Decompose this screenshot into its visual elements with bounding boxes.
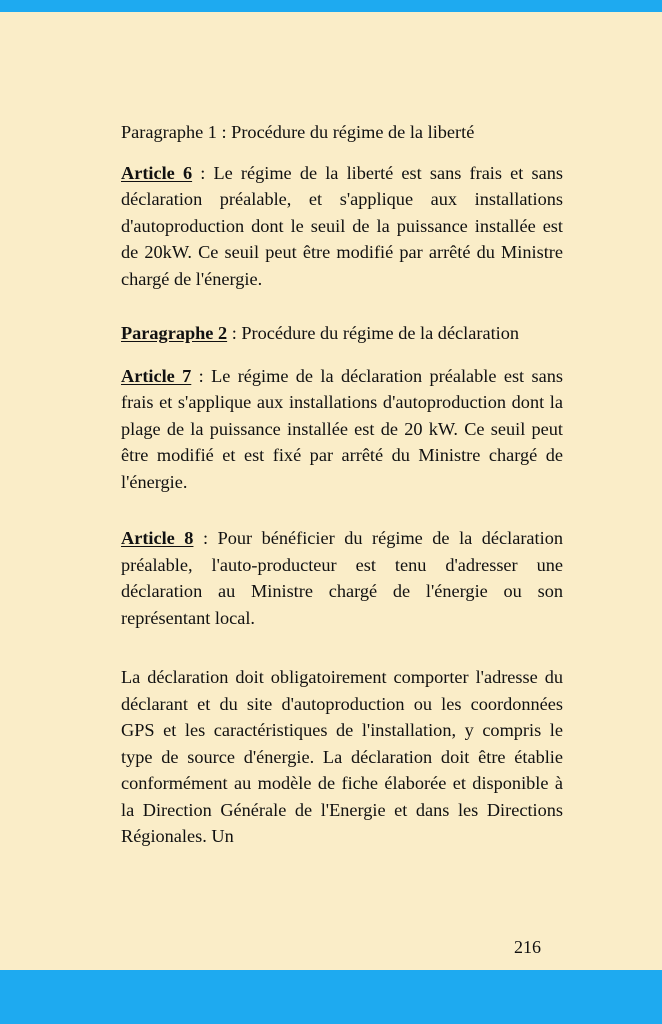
article-6-text: Le régime de la liberté est sans frais et sans déclaration préalable, et s'applique aux installations d'autoproduction dont le seuil de la puissance installée est de 20kW. Ce seuil peut être modifié par arrêté du Ministre chargé de l'énergie. (121, 162, 563, 289)
article-8-text: Pour bénéficier du régime de la déclaration préalable, l'auto-producteur est tenu d'adresser une déclaration au Ministre chargé de l'énergie ou son représentant local. (121, 528, 563, 628)
paragraph-1-heading (121, 119, 563, 146)
separator: : (193, 528, 218, 548)
separator: : (192, 162, 214, 183)
article-7-label: Article 7 (121, 365, 192, 386)
article-6-label: Article 6 (121, 162, 193, 183)
article-8 (121, 525, 563, 631)
paragraph-2-title: Procédure du régime de la déclaration (241, 323, 520, 343)
paragraph-1-label: Paragraphe 1 (121, 122, 217, 142)
page-number: 216 (514, 937, 541, 957)
bottom-bar (0, 970, 662, 1024)
separator: : (216, 122, 232, 142)
body-paragraph: La déclaration doit obligatoirement comporter l'adresse du déclarant et du site d'autoproduction ou les coordonnées GPS et les caractéristiques de l'installation, y compris le type de source d'énergie. La déclaration doit être établie conformément au modèle de fiche élaborée et disponible à la Direction Générale de l'Energie et dans les Directions Régionales. Un (121, 667, 563, 846)
document-body (121, 119, 563, 850)
paragraph-1-title: Procédure du régime de la liberté (231, 122, 475, 142)
article-8-label: Article 8 (121, 528, 194, 548)
paragraph-2-heading (121, 320, 563, 347)
separator: : (227, 323, 242, 343)
article-7-text: Le régime de la déclaration préalable est sans frais et s'applique aux installations d'autoproduction dont la plage de la puissance installée est de 20 kW. Ce seuil peut être modifié et est fixé par arrêté du Ministre chargé de l'énergie. (121, 365, 563, 492)
paragraph-2-label: Paragraphe 2 (121, 323, 228, 343)
top-bar (0, 0, 662, 12)
separator: : (191, 365, 212, 386)
article-7 (121, 363, 563, 496)
article-6 (121, 160, 563, 293)
